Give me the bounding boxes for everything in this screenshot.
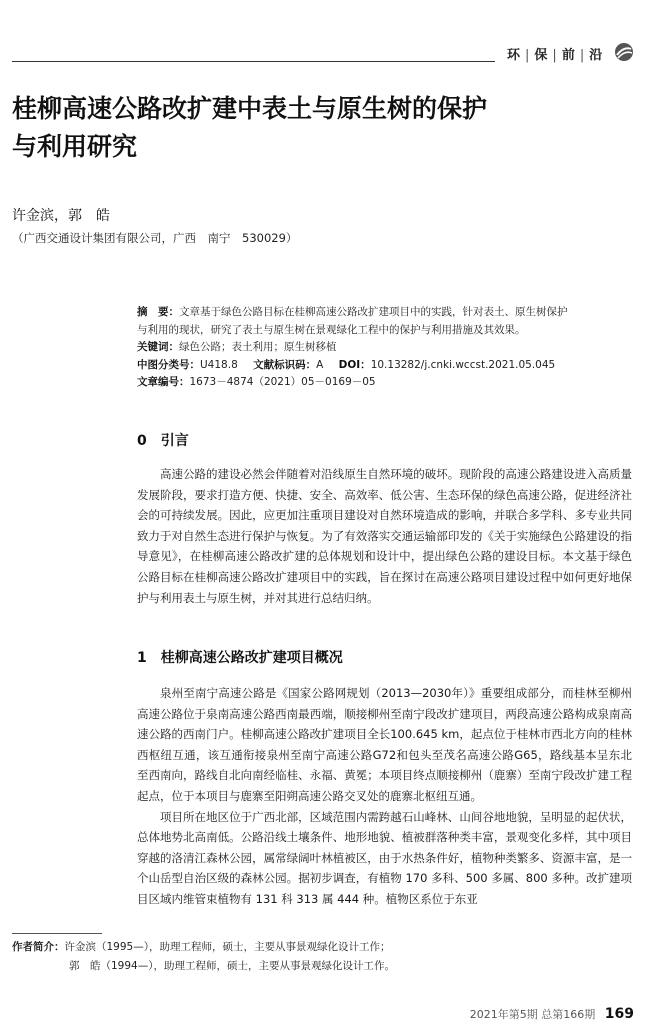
section-char: 环 bbox=[507, 48, 522, 63]
author-footnote bbox=[12, 938, 395, 976]
keywords: 绿色公路；表土利用；原生树移植 bbox=[179, 341, 337, 353]
circle-swoosh-logo-icon bbox=[614, 42, 634, 62]
section-char: 沿 bbox=[589, 48, 604, 63]
section-tag: 环 | 保 | 前 | 沿 bbox=[503, 44, 607, 63]
page-footer bbox=[470, 1006, 634, 1022]
abstract-text: 与利用的现状，研究了表土与原生树在景观绿化工程中的保护与利用措施及其效果。 bbox=[137, 323, 526, 336]
abstract-row bbox=[137, 304, 632, 322]
doi-label: DOI： bbox=[338, 358, 371, 371]
header-rule bbox=[12, 61, 495, 62]
page-number: 169 bbox=[604, 1006, 634, 1022]
doi-value: 10.13282/j.cnki.wccst.2021.05.045 bbox=[370, 358, 556, 371]
section-body bbox=[137, 683, 632, 910]
article-no-row bbox=[137, 374, 632, 392]
classification-row bbox=[137, 357, 632, 375]
title-line: 与利用研究 bbox=[12, 132, 138, 161]
abstract-block bbox=[137, 304, 632, 392]
abstract-label: 摘 要： bbox=[137, 306, 179, 318]
section-char: 前 bbox=[561, 48, 576, 63]
paragraph: 泉州至南宁高速公路是《国家公路网规划（2013—2030年）》重要组成部分，而桂林至柳州高速公路位于泉南高速公路西南最西端，顺接柳州至南宁段改扩建项目，两段高速公路构成泉南高速公路的西南门户。桂柳高速公路改扩建项目全长100.645 km，起点位于桂林市西北方向的桂林西枢纽互通，该互通衔接泉州至南宁高速公路G72和包头至茂名高速公路G65，路线基本呈东北至西南向，路线自北向南经临桂、永福、黄冕；本项目终点顺接柳州（鹿寨）至南宁段改扩建工程起点，位于本项目与鹿寨至阳朔高速公路交叉处的鹿寨北枢纽互通。 bbox=[137, 686, 632, 803]
affiliation: （广西交通设计集团有限公司，广西 南宁 530029） bbox=[12, 231, 298, 245]
abstract-row bbox=[137, 322, 632, 340]
article-no-value: 1673－4874（2021）05－0169－05 bbox=[189, 376, 376, 388]
article-title bbox=[12, 90, 632, 166]
article-no-label: 文章编号： bbox=[137, 376, 190, 388]
footnote-line: 郭 皓（1994—），助理工程师，硕士，主要从事景观绿化设计工作。 bbox=[69, 960, 395, 972]
footnote-line: 许金滨（1995—），助理工程师，硕士，主要从事景观绿化设计工作； bbox=[64, 941, 391, 953]
title-line: 桂柳高速公路改扩建中表土与原生树的保护 bbox=[12, 94, 488, 123]
footnote-rule bbox=[12, 933, 102, 934]
footnote-label: 作者简介： bbox=[12, 941, 65, 953]
clc-value: U418.8 bbox=[200, 358, 238, 371]
section-char: 保 bbox=[534, 48, 549, 63]
abstract-text: 文章基于绿色公路目标在桂柳高速公路改扩建项目中的实践，针对表土、原生树保护 bbox=[179, 306, 568, 318]
clc-label: 中图分类号： bbox=[137, 358, 200, 371]
total-issue-info: 总第166期 bbox=[541, 1008, 596, 1021]
section-heading: 1 桂柳高速公路改扩建项目概况 bbox=[137, 650, 343, 666]
section-heading: 0 引言 bbox=[137, 433, 189, 449]
section-body bbox=[137, 464, 632, 608]
doc-code-label: 文献标识码： bbox=[253, 358, 317, 371]
paragraph: 项目所在地区位于广西北部，区域范围内需跨越石山峰林、山间谷地地貌，呈明显的起伏状，总体地势北高南低。公路沿线土壤条件、地形地貌、植被群落种类丰富，景观变化多样，其中项目穿越的洛清江森林公园，属常绿阔叶林植被区，由于水热条件好，植物种类繁多、资源丰富，是一个山岳型自治区级的森林公园。据初步调查，有植物 170 多科、500 多属、800 多种。改扩建项目区域内维管束植物有 131 科 313 属 444 种。植物区系位于东亚 bbox=[137, 809, 632, 906]
authors: 许金滨，郭 皓 bbox=[12, 208, 110, 224]
keywords-row bbox=[137, 339, 632, 357]
keywords-label: 关键词： bbox=[137, 341, 179, 353]
issue-info: 2021年第5期 bbox=[469, 1008, 538, 1021]
paragraph: 高速公路的建设必然会伴随着对沿线原生自然环境的破坏。现阶段的高速公路建设进入高质量发展阶段，要求打造方便、快捷、安全、高效率、低公害、生态环保的绿色高速公路，促进经济社会的可持续发展。因此，应更加注重项目建设对自然环境造成的影响，并联合多学科、多专业共同致力于对自然生态进行保护与恢复。为了有效落实交通运输部印发的《关于实施绿色公路建设的指导意见》，在桂柳高速公路改扩建的总体规划和设计中，提出绿色公路的建设目标。本文基于绿色公路目标在桂柳高速公路改扩建项目中的实践，旨在探讨在高速公路项目建设过程中如何更好地保护与利用表土与原生树，并对其进行总结归纳。 bbox=[137, 467, 632, 605]
doc-code-value: A bbox=[316, 358, 324, 371]
